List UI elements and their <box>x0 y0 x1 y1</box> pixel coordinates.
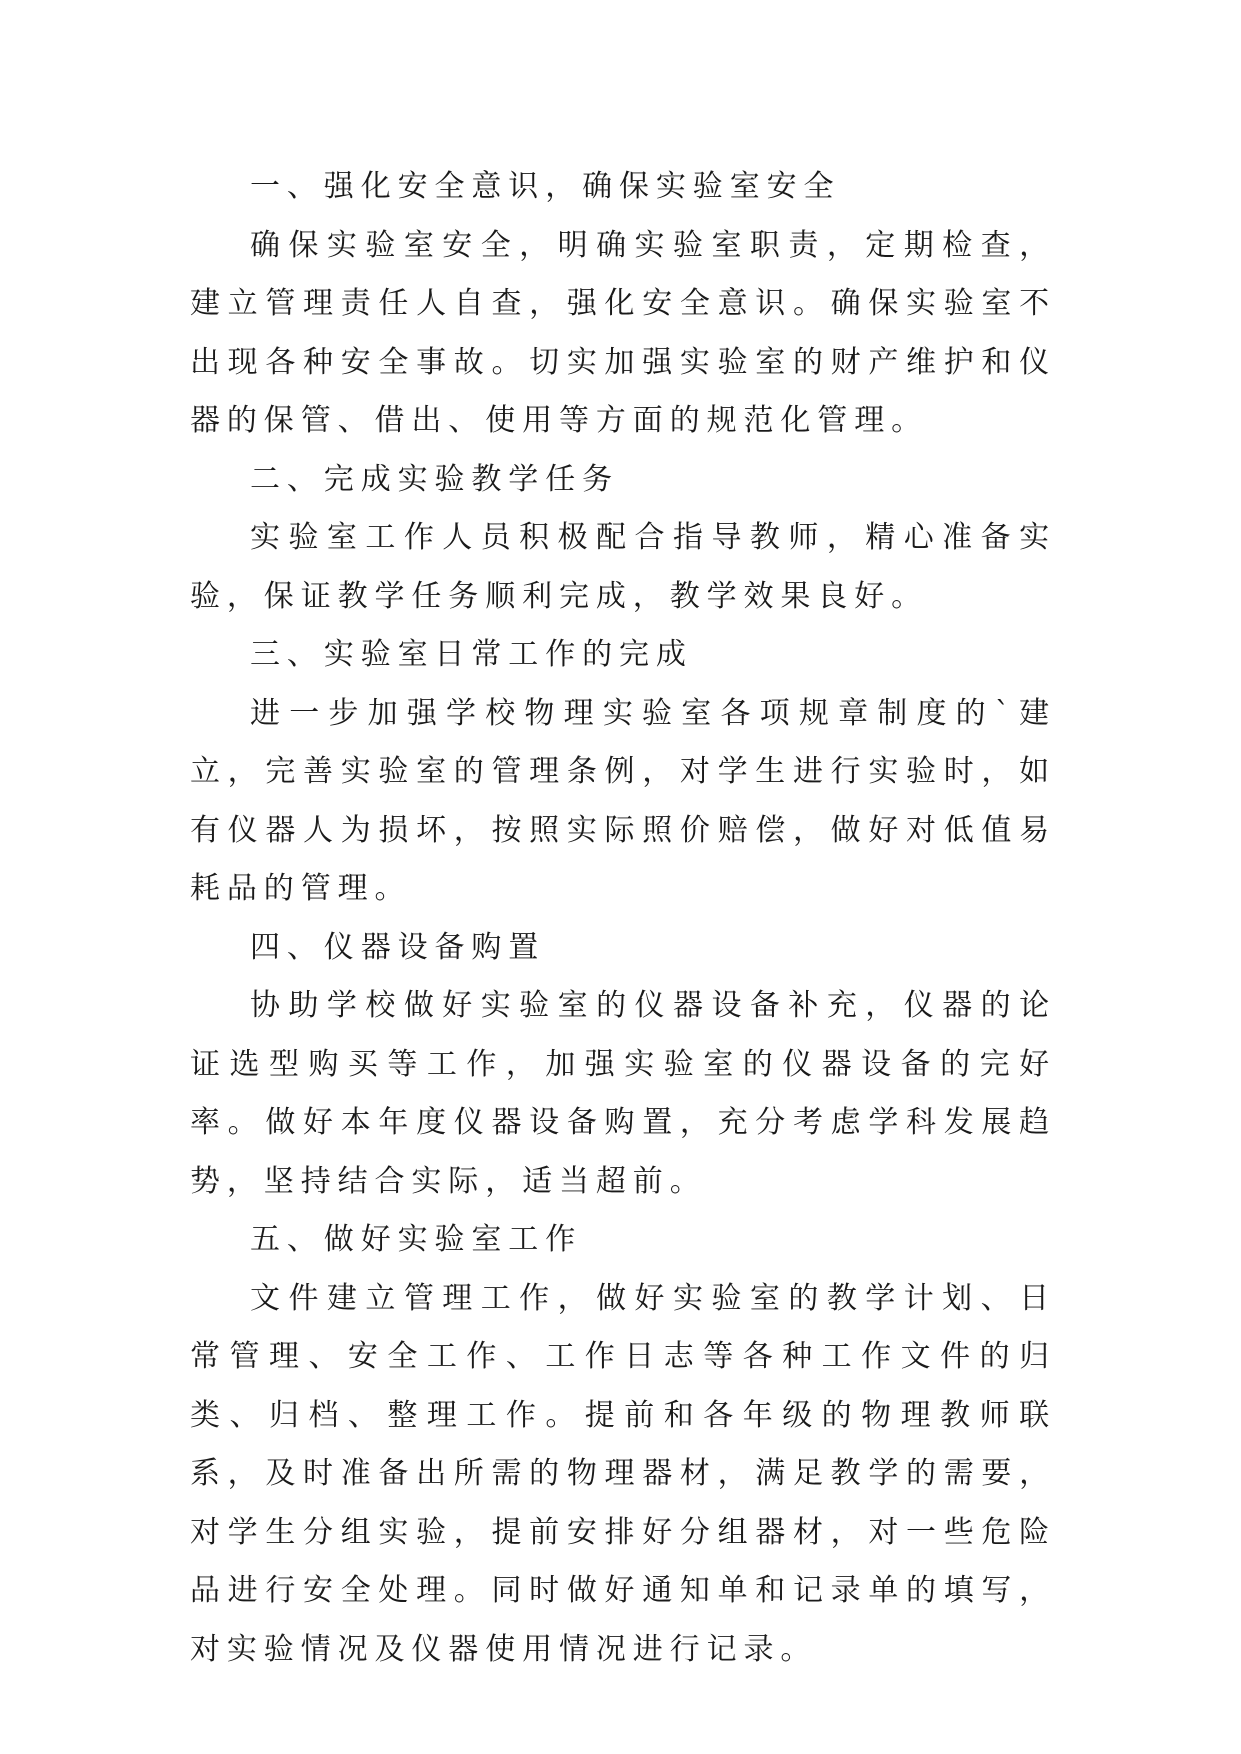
section-body-1: 确保实验室安全，明确实验室职责，定期检查，建立管理责任人自查，强化安全意识。确保实验室不出现各种安全事故。切实加强实验室的财产维护和仪器的保管、借出、使用等方面的规范化管理。 <box>190 227 1056 438</box>
section-body-5: 文件建立管理工作，做好实验室的教学计划、日常管理、安全工作、工作日志等各种工作文件的归类、归档、整理工作。提前和各年级的物理教师联系，及时准备出所需的物理器材，满足教学的需要，对学生分组实验，提前安排好分组器材，对一些危险品进行安全处理。同时做好通知单和记录单的填写，对实验情况及仪器使用情况进行记录。 <box>190 1280 1056 1667</box>
section-heading-2: 二、完成实验教学任务 <box>250 461 619 497</box>
section-heading-3: 三、实验室日常工作的完成 <box>250 637 693 672</box>
section-heading-1: 一、强化安全意识，确保实验室安全 <box>250 169 841 204</box>
section-body-4: 协助学校做好实验室的仪器设备补充，仪器的论证选型购买等工作，加强实验室的仪器设备的完好率。做好本年度仪器设备购置，充分考虑学科发展趋势，坚持结合实际，适当超前。 <box>190 988 1056 1199</box>
section-heading-4: 四、仪器设备购置 <box>250 929 546 965</box>
section-heading-5: 五、做好实验室工作 <box>250 1222 583 1257</box>
document-body <box>190 158 1056 1679</box>
section-body-3: 进一步加强学校物理实验室各项规章制度的`建立，完善实验室的管理条例，对学生进行实验时，如有仪器人为损坏，按照实际照价赔偿，做好对低值易耗品的管理。 <box>190 695 1056 906</box>
section-body-2: 实验室工作人员积极配合指导教师，精心准备实验，保证教学任务顺利完成，教学效果良好。 <box>190 520 1056 614</box>
